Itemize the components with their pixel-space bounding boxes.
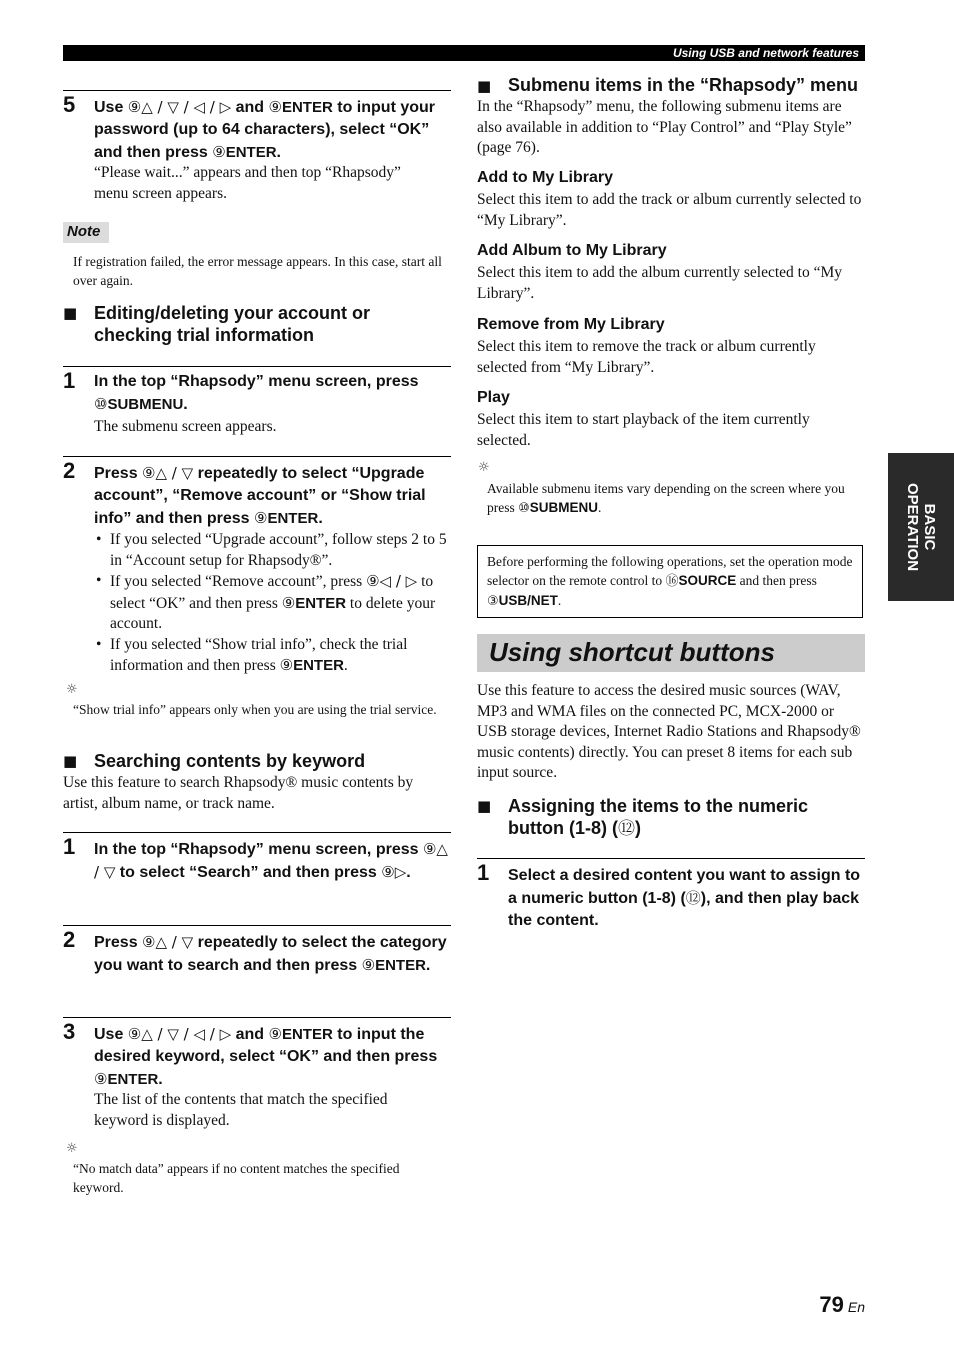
- tip-text: Available submenu items vary depending on the screen where you press ⑩SUBMENU.: [487, 481, 845, 516]
- tip-icon: ☼: [478, 460, 490, 475]
- edit-step-1: In the top “Rhapsody” menu screen, press ⑩SUBMENU.: [94, 373, 419, 413]
- step-number: 3: [63, 1019, 76, 1044]
- tip-text: “No match data” appears if no content matches the specified keyword.: [73, 1161, 400, 1195]
- divider: [63, 366, 451, 367]
- square-bullet-icon: ■: [477, 77, 492, 95]
- section-title: Using USB and network features: [672, 46, 859, 60]
- tip-text: “Show trial info” appears only when you are using the trial service.: [73, 702, 437, 717]
- submenu-intro: In the “Rhapsody” menu, the following submenu items are also available in addition to “Play Control” and “Play Style” (page 76).: [477, 98, 852, 156]
- step-number: 2: [63, 458, 76, 483]
- search-step-2: Press ⑨△ / ▽ repeatedly to select the category you want to search and then press ⑨ENTER.: [94, 933, 447, 974]
- step-number: 1: [477, 860, 490, 885]
- tip-icon: ☼: [66, 682, 78, 697]
- list-item: • If you selected “Upgrade account”, follow steps 2 to 5 in “Account setup for Rhapsody®”.: [94, 530, 450, 571]
- step-description: The list of the contents that match the specified keyword is displayed.: [94, 1091, 388, 1129]
- side-tab: [888, 453, 954, 601]
- bullet-list: [94, 530, 450, 677]
- section-heading: Searching contents by keyword: [94, 751, 366, 771]
- edit-step-2: Press ⑨△ / ▽ repeatedly to select “Upgrade account”, “Remove account” or “Show trial info” and then press ⑨ENTER.: [94, 464, 426, 527]
- submenu-item-title: Play: [477, 389, 510, 406]
- submenu-item-text: Select this item to remove the track or album currently selected from “My Library”.: [477, 338, 816, 376]
- section-heading: Submenu items in the “Rhapsody” menu: [508, 75, 859, 95]
- divider: [63, 832, 451, 833]
- info-box-text: Before performing the following operations, set the operation mode selector on the remote control to ⑯SOURCE and then press ③USB/NET.: [487, 554, 853, 609]
- assign-step-1: Select a desired content you want to assign to a numeric button (1-8) (⑫), and then play back the content.: [508, 867, 861, 929]
- divider: [63, 90, 451, 91]
- search-intro: Use this feature to search Rhapsody® music contents by artist, album name, or track name.: [63, 774, 414, 812]
- submenu-item-title: Remove from My Library: [477, 316, 665, 333]
- search-step-3: Use ⑨△ / ▽ / ◁ / ▷ and ⑨ENTER to input the desired keyword, select “OK” and then press ⑨ENTER.: [94, 1025, 438, 1088]
- square-bullet-icon: ■: [63, 752, 78, 770]
- page-section-title: Using shortcut buttons: [489, 637, 775, 667]
- shortcut-intro: Use this feature to access the desired music sources (WAV, MP3 and WMA files on the connected PC, MCX-2000 or USB storage devices, Internet Radio Stations and Rhapsody® music contents) directly. You can preset 8 items for each sub input source.: [477, 682, 861, 781]
- divider: [63, 925, 451, 926]
- submenu-item-title: Add Album to My Library: [477, 242, 667, 259]
- step-number: 1: [63, 834, 76, 859]
- section-title-bar: [477, 634, 865, 672]
- note-text: If registration failed, the error message appears. In this case, start all over again.: [73, 254, 442, 288]
- info-box: [477, 545, 863, 618]
- square-bullet-icon: ■: [477, 797, 492, 815]
- square-bullet-icon: ■: [63, 304, 78, 322]
- header-bar: [63, 45, 865, 61]
- step-number: 5: [63, 92, 76, 117]
- submenu-item-text: Select this item to add the album currently selected to “My Library”.: [477, 264, 843, 302]
- divider: [63, 456, 451, 457]
- step-number: 1: [63, 368, 76, 393]
- step-number: 2: [63, 927, 76, 952]
- step-5: Use ⑨△ / ▽ / ◁ / ▷ and ⑨ENTER to input your password (up to 64 characters), select “OK” and then press ⑨ENTER.: [94, 98, 436, 161]
- step-description: The submenu screen appears.: [94, 418, 277, 435]
- page-number: 79 En: [819, 1292, 865, 1317]
- list-item: • If you selected “Show trial info”, check the trial information and then press ⑨ENTER.: [94, 635, 450, 677]
- side-tab-label: BASIC OPERATION: [904, 482, 938, 572]
- submenu-item-text: Select this item to add the track or album currently selected to “My Library”.: [477, 191, 862, 229]
- divider: [63, 1017, 451, 1018]
- divider: [477, 858, 865, 859]
- submenu-item-title: Add to My Library: [477, 169, 614, 186]
- search-step-1: In the top “Rhapsody” menu screen, press ⑨△ / ▽ to select “Search” and then press ⑨▷.: [94, 840, 448, 881]
- list-item: • If you selected “Remove account”, press ⑨◁ / ▷ to select “OK” and then press ⑨ENTER to delete your account.: [94, 571, 450, 635]
- step-description: “Please wait...” appears and then top “Rhapsody” menu screen appears.: [94, 164, 401, 202]
- submenu-item-text: Select this item to start playback of the item currently selected.: [477, 411, 810, 449]
- note-label: Note: [63, 222, 109, 243]
- section-heading: Assigning the items to the numeric button (1-8) (⑫): [508, 796, 809, 839]
- section-heading: Editing/deleting your account or checking trial information: [94, 303, 371, 345]
- tip-icon: ☼: [66, 1141, 78, 1156]
